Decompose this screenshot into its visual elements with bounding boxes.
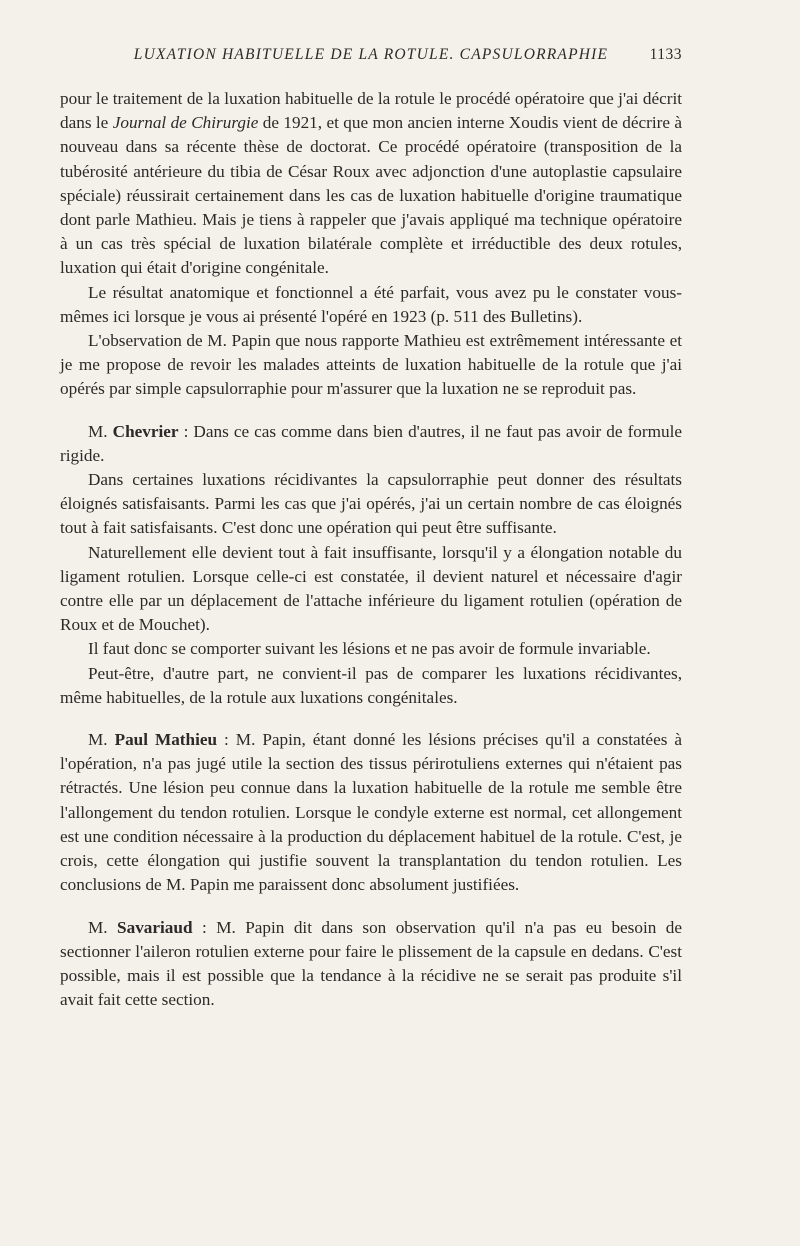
speaker-name: Paul Mathieu [114, 730, 218, 750]
paragraph-text: : Dans ce cas comme dans bien d'autres, il ne faut pas avoir de formule rigide. [60, 421, 682, 465]
speaker-paragraph-savariaud [60, 916, 682, 1013]
paragraph-text: : M. Papin, étant donné les lésions précises qu'il a constatées à l'opération, n'a pas jugé utile la section des tissus périrotuliens externes qui n'étaient pas rétractés. Une lésion peu connue dans la luxation habituelle de la rotule me semble être l'allongement du tendon rotulien. Lorsque le condyle externe est normal, cet allongement est une condition nécessaire à la production du déplacement habituel de la rotule. C'est, je crois, cette élongation qui justifie souvent la transplantation du tendon rotulien. Les conclusions de M. Papin me paraissent donc absolument justifiées. [60, 730, 682, 895]
page-number: 1133 [649, 46, 682, 63]
speaker-paragraph-chevrier [60, 420, 682, 468]
paragraph-continuation [60, 87, 682, 281]
paragraph-text: : M. Papin dit dans son observation qu'il n'a pas eu besoin de sectionner l'aileron rotulien externe pour faire le plissement de la capsule en dedans. C'est possible, mais il est possible que la tendance à la récidive ne se serait pas produite s'il avait fait cette section. [60, 917, 682, 1010]
running-title: LUXATION HABITUELLE DE LA ROTULE. CAPSULORRAPHIE [133, 46, 609, 63]
speaker-name: Savariaud [117, 917, 193, 937]
paragraph: L'observation de M. Papin que nous rapporte Mathieu est extrêmement intéressante et je me propose de revoir les malades atteints de luxation habituelle de la rotule que j'ai opérés par simple capsulorraphie pour m'assurer que la luxation ne se reproduit pas. [60, 331, 682, 399]
speaker-prefix: M. [88, 917, 118, 937]
journal-title: Journal de Chirurgie [112, 113, 259, 133]
paragraph: Le résultat anatomique et fonctionnel a été parfait, vous avez pu le constater vous-mêmes ici lorsque je vous ai présenté l'opéré en 1923 (p. 511 des Bulletins). [60, 282, 682, 326]
paragraph-text: pour le traitement de la luxation habituelle de la rotule le procédé opératoire que j'ai décrit dans le [60, 89, 682, 133]
speaker-paragraph-mathieu [60, 728, 682, 897]
paragraph-text: de 1921, et que mon ancien interne Xoudis vient de décrire à nouveau dans sa récente thèse de doctorat. Ce procédé opératoire (transposition de la tubérosité antérieure du tibia de César Roux avec adjonction d'une autoplastie capsulaire spéciale) réussirait certainement dans les cas de luxation habituelle d'origine traumatique dont parle Mathieu. Mais je tiens à rappeler que j'avais appliqué ma technique opératoire à un cas très spécial de luxation bilatérale complète et irréductible des deux rotules, luxation qui était d'origine congénitale. [60, 113, 682, 278]
paragraph: Naturellement elle devient tout à fait insuffisante, lorsqu'il y a élongation notable du ligament rotulien. Lorsque celle-ci est constatée, il devient naturel et nécessaire d'agir contre elle par un déplacement de l'attache inférieure du ligament rotulien (opération de Roux et de Mouchet). [60, 542, 682, 635]
paragraph: Dans certaines luxations récidivantes la capsulorraphie peut donner des résultats éloignés satisfaisants. Parmi les cas que j'ai opérés, j'ai un certain nombre de cas éloignés tout à fait satisfaisants. C'est donc une opération qui peut être suffisante. [60, 470, 682, 538]
body-text [60, 87, 682, 1012]
speaker-prefix: M. [88, 421, 113, 441]
speaker-prefix: M. [88, 730, 115, 750]
paragraph: Peut-être, d'autre part, ne convient-il pas de comparer les luxations récidivantes, même habituelles, de la rotule aux luxations congénitales. [60, 663, 682, 707]
speaker-name: Chevrier [112, 421, 179, 441]
paragraph: Il faut donc se comporter suivant les lésions et ne pas avoir de formule invariable. [88, 639, 651, 659]
running-head [60, 46, 682, 70]
